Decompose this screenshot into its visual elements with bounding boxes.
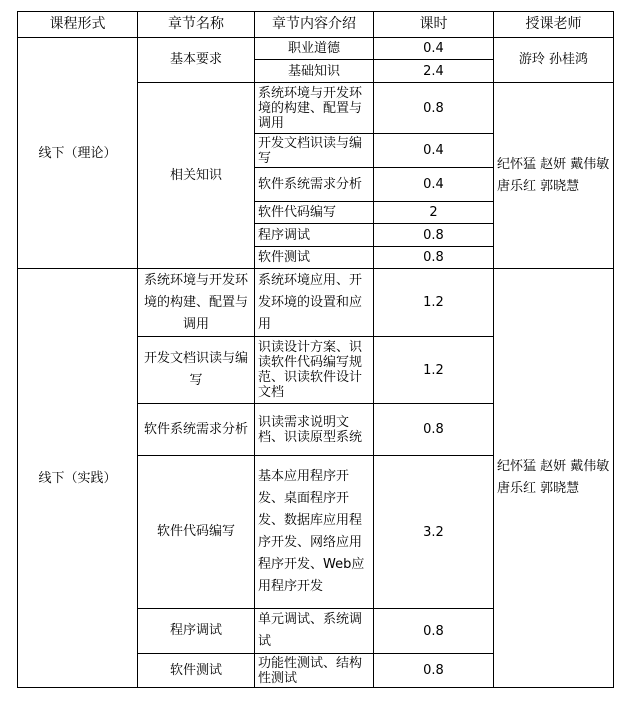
hours-cell: 0.4 bbox=[374, 168, 494, 202]
teacher-cell: 纪怀猛 赵妍 戴伟敏 唐乐红 郭晓慧 bbox=[494, 83, 614, 269]
hours-cell: 1.2 bbox=[374, 337, 494, 404]
content-cell: 软件系统需求分析 bbox=[255, 168, 374, 202]
hours-cell: 0.8 bbox=[374, 224, 494, 247]
content-cell: 软件测试 bbox=[255, 247, 374, 269]
mode-practice: 线下（实践） bbox=[18, 269, 138, 688]
content-cell: 识读需求说明文档、识读原型系统 bbox=[255, 404, 374, 456]
header-row bbox=[18, 12, 614, 38]
chapter-cell: 基本要求 bbox=[138, 38, 255, 83]
content-cell: 软件代码编写 bbox=[255, 202, 374, 224]
hours-cell: 0.8 bbox=[374, 609, 494, 654]
hours-cell: 2 bbox=[374, 202, 494, 224]
chapter-cell: 软件测试 bbox=[138, 654, 255, 688]
chapter-cell: 系统环境与开发环境的构建、配置与调用 bbox=[138, 269, 255, 337]
hours-cell: 0.4 bbox=[374, 38, 494, 60]
content-cell: 基础知识 bbox=[255, 60, 374, 83]
content-cell: 系统环境应用、开发环境的设置和应用 bbox=[255, 269, 374, 337]
content-cell: 基本应用程序开发、桌面程序开发、数据库应用程序开发、网络应用程序开发、Web应用程序开发 bbox=[255, 456, 374, 609]
chapter-cell: 相关知识 bbox=[138, 83, 255, 269]
mode-theory: 线下（理论） bbox=[18, 38, 138, 269]
content-cell: 职业道德 bbox=[255, 38, 374, 60]
hours-cell: 2.4 bbox=[374, 60, 494, 83]
hours-cell: 0.4 bbox=[374, 134, 494, 168]
content-cell: 程序调试 bbox=[255, 224, 374, 247]
hours-cell: 0.8 bbox=[374, 83, 494, 134]
content-cell: 系统环境与开发环境的构建、配置与调用 bbox=[255, 83, 374, 134]
hours-cell: 0.8 bbox=[374, 404, 494, 456]
header-chapter-content: 章节内容介绍 bbox=[255, 12, 374, 38]
content-cell: 识读设计方案、识读软件代码编写规范、识读软件设计文档 bbox=[255, 337, 374, 404]
chapter-cell: 程序调试 bbox=[138, 609, 255, 654]
hours-cell: 1.2 bbox=[374, 269, 494, 337]
course-schedule-table bbox=[17, 11, 614, 688]
teacher-cell: 游玲 孙桂鸿 bbox=[494, 38, 614, 83]
header-hours: 课时 bbox=[374, 12, 494, 38]
content-cell: 开发文档识读与编写 bbox=[255, 134, 374, 168]
teacher-cell: 纪怀猛 赵妍 戴伟敏 唐乐红 郭晓慧 bbox=[494, 269, 614, 688]
chapter-cell: 开发文档识读与编写 bbox=[138, 337, 255, 404]
table-row bbox=[18, 269, 614, 337]
header-chapter-name: 章节名称 bbox=[138, 12, 255, 38]
header-course-mode: 课程形式 bbox=[18, 12, 138, 38]
content-cell: 单元调试、系统调试 bbox=[255, 609, 374, 654]
hours-cell: 0.8 bbox=[374, 654, 494, 688]
chapter-cell: 软件系统需求分析 bbox=[138, 404, 255, 456]
content-cell: 功能性测试、结构性测试 bbox=[255, 654, 374, 688]
chapter-cell: 软件代码编写 bbox=[138, 456, 255, 609]
hours-cell: 3.2 bbox=[374, 456, 494, 609]
header-teacher: 授课老师 bbox=[494, 12, 614, 38]
hours-cell: 0.8 bbox=[374, 247, 494, 269]
table-row bbox=[18, 38, 614, 60]
